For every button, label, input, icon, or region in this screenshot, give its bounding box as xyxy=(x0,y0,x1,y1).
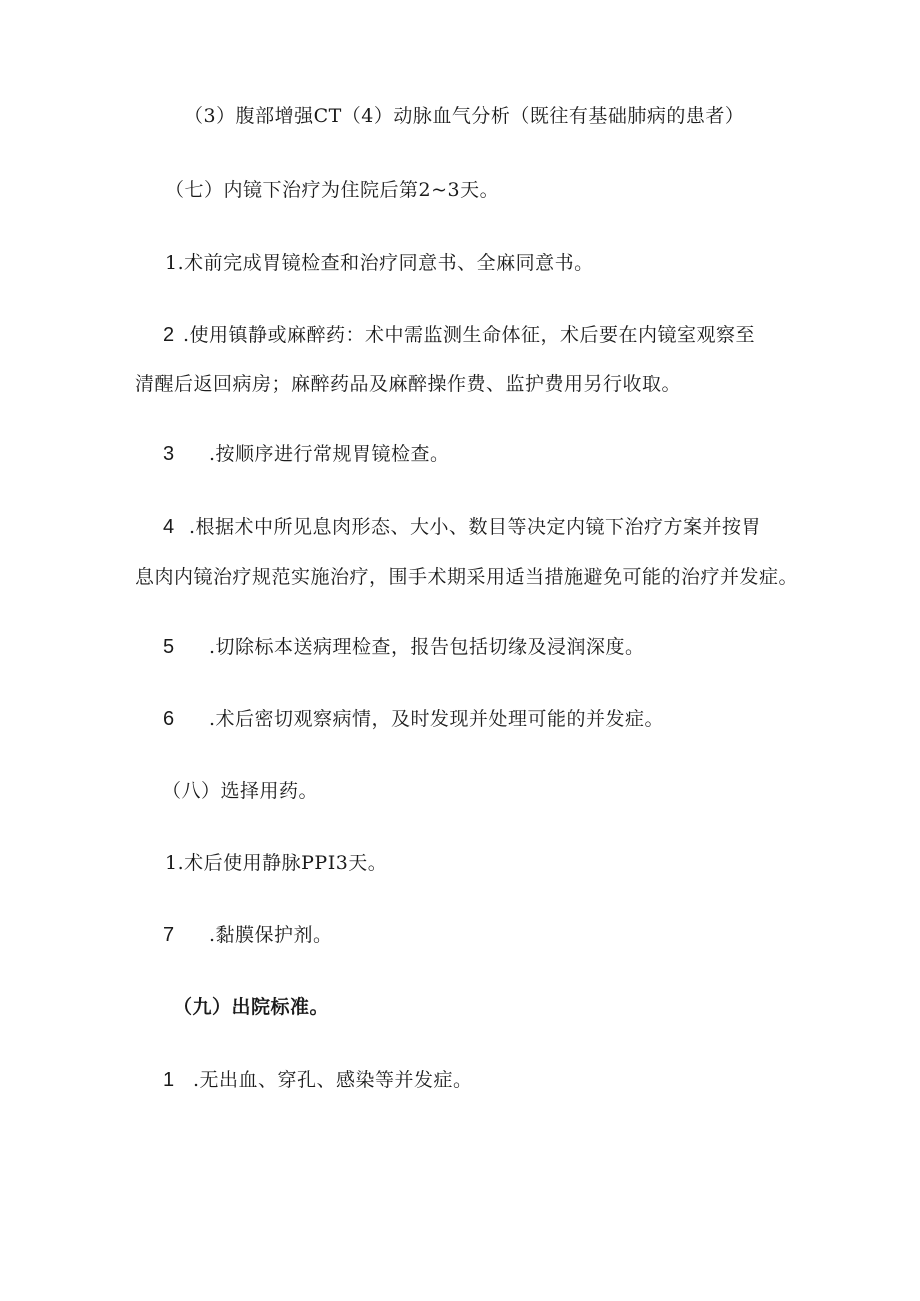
list-text: .术后密切观察病情，及时发现并处理可能的并发症。 xyxy=(209,708,665,730)
list-item-ppi: 1.术后使用静脉PPI3天。 xyxy=(165,852,388,874)
list-number: 4 xyxy=(163,516,175,538)
list-number: 2 xyxy=(163,324,175,346)
section-heading-discharge: （九）出院标准。 xyxy=(173,996,330,1018)
list-number: 5 xyxy=(163,636,175,658)
list-text: .无出血、穿孔、感染等并发症。 xyxy=(193,1069,473,1091)
list-number: 6 xyxy=(163,708,175,730)
list-item-sedation xyxy=(163,323,755,347)
list-item-pathology xyxy=(163,635,645,659)
list-text: .切除标本送病理检查，报告包括切缘及浸润深度。 xyxy=(209,636,645,658)
section-heading-medication: （八）选择用药。 xyxy=(162,780,319,802)
list-item-mucosal-protectant xyxy=(163,923,333,947)
list-text: .使用镇静或麻醉药：术中需监测生命体征，术后要在内镜室观察至 xyxy=(183,324,756,346)
list-text: .按顺序进行常规胃镜检查。 xyxy=(209,443,450,465)
list-item-observation xyxy=(163,707,664,731)
list-text: .根据术中所见息肉形态、大小、数目等决定内镜下治疗方案并按胃 xyxy=(189,516,762,538)
list-item-gastroscopy xyxy=(163,442,450,466)
list-item-sedation-continued: 清醒后返回病房；麻醉药品及麻醉操作费、监护费用另行收取。 xyxy=(135,373,682,395)
list-item-treatment-plan xyxy=(163,515,761,539)
section-heading-endoscopic-treatment: （七）内镜下治疗为住院后第2~3天。 xyxy=(165,179,500,201)
list-number: 1 xyxy=(163,1069,175,1091)
list-item-treatment-plan-continued: 息肉内镜治疗规范实施治疗，围手术期采用适当措施避免可能的治疗并发症。 xyxy=(135,566,799,588)
list-number: 7 xyxy=(163,924,175,946)
paragraph-exam-items: （3）腹部增强CT（4）动脉血气分析（既往有基础肺病的患者） xyxy=(184,105,745,127)
list-number: 3 xyxy=(163,443,175,465)
list-item-no-complications xyxy=(163,1068,473,1092)
list-text: .黏膜保护剂。 xyxy=(209,924,333,946)
list-item-consent: 1.术前完成胃镜检查和治疗同意书、全麻同意书。 xyxy=(165,252,594,274)
